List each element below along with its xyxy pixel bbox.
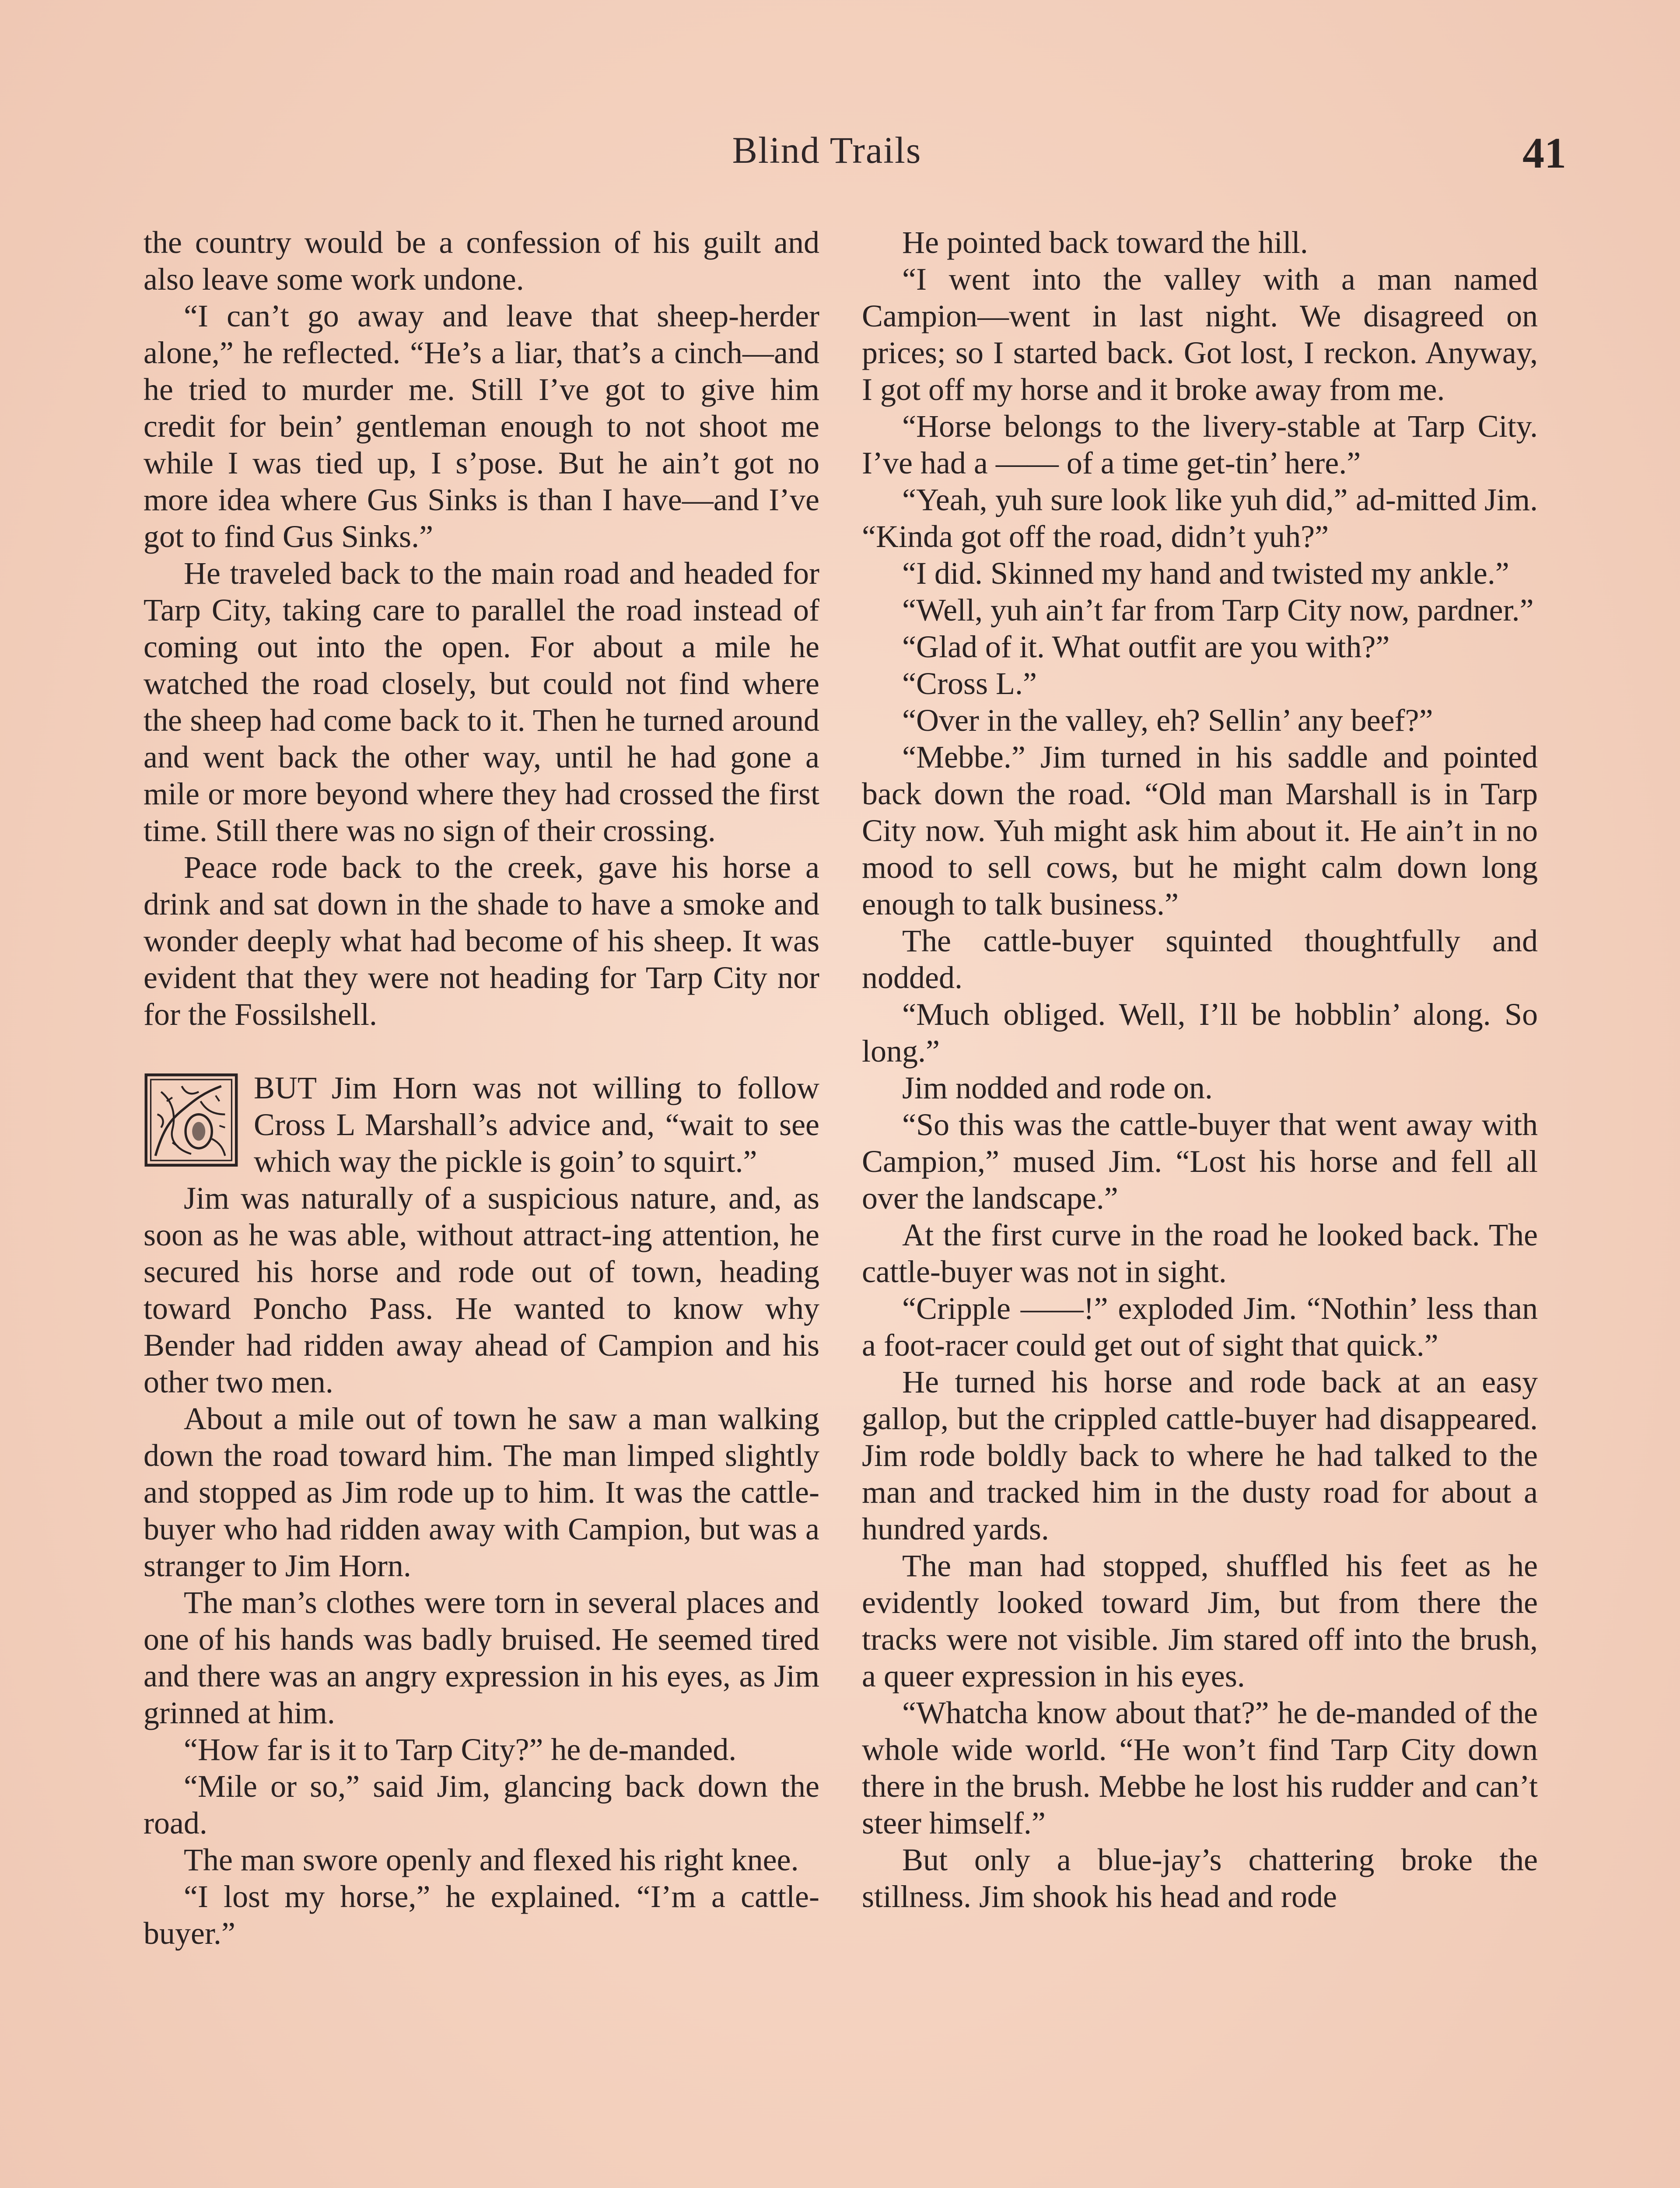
paragraph: “Over in the valley, eh? Sellin’ any beef?” <box>902 703 1433 738</box>
paragraph: “Yeah, yuh sure look like yuh did,” ad-mitted Jim. “Kinda got off the road, didn’t yuh?” <box>862 482 1538 554</box>
paragraph: “How far is it to Tarp City?” he de-manded. <box>184 1732 737 1767</box>
paragraph: “Mebbe.” Jim turned in his saddle and pointed back down the road. “Old man Marshall is in Tarp City now. Yuh might ask him about it. He ain’t in no mood to sell cows, but he might calm down long enough to talk business.” <box>862 740 1538 922</box>
paragraph: “Whatcha know about that?” he de-manded of the whole wide world. “He won’t find Tarp City down there in the brush. Mebbe he lost his rudder and can’t steer himself.” <box>862 1695 1538 1841</box>
paragraph: “Well, yuh ain’t far from Tarp City now, pardner.” <box>902 593 1534 628</box>
paragraph: Jim nodded and rode on. <box>902 1070 1213 1105</box>
paragraph: He turned his horse and rode back at an easy gallop, but the crippled cattle-buyer had disappeared. Jim rode boldly back to where he had talked to the man and tracked him in the dusty road for about a hundred yards. <box>862 1364 1538 1546</box>
paragraph: Peace rode back to the creek, gave his horse a drink and sat down in the shade to have a smoke and wonder deeply what had become of his sheep. It was evident that they were not heading for Tarp City nor for the Fossilshell. <box>144 850 819 1032</box>
paragraph: Jim was naturally of a suspicious nature, and, as soon as he was able, without attract-ing attention, he secured his horse and rode out of town, heading toward Poncho Pass. He wanted to know why Bender had ridden away ahead of Campion and his other two men. <box>144 1181 819 1399</box>
paragraph: At the first curve in the road he looked back. The cattle-buyer was not in sight. <box>862 1217 1538 1289</box>
left-column <box>144 224 819 1952</box>
paragraph: But only a blue-jay’s chattering broke the stillness. Jim shook his head and rode <box>862 1842 1538 1914</box>
paragraph: “Cross L.” <box>902 666 1037 701</box>
paragraph: He traveled back to the main road and headed for Tarp City, taking care to parallel the road instead of coming out into the open. For about a mile he watched the road closely, but could not find where the sheep had come back to it. Then he turned around and went back the other way, until he had gone a mile or more beyond where they had crossed the first time. Still there was no sign of their crossing. <box>144 556 819 848</box>
page-number: 41 <box>1522 129 1566 177</box>
paragraph-text: BUT Jim Horn was not willing to follow Cross L Marshall’s advice and, “wait to see which way the pickle is goin’ to squirt.” <box>254 1070 819 1179</box>
paragraph: “Much obliged. Well, I’ll be hobblin’ along. So long.” <box>862 997 1538 1069</box>
right-column <box>862 224 1538 1915</box>
paragraph: “Glad of it. What outfit are you with?” <box>902 629 1390 664</box>
paragraph: “I did. Skinned my hand and twisted my ankle.” <box>902 556 1509 591</box>
running-title: Blind Trails <box>732 129 922 171</box>
paragraph: The man swore openly and flexed his right knee. <box>184 1842 799 1877</box>
paragraph: “I went into the valley with a man named Campion—went in last night. We disagreed on prices; so I started back. Got lost, I reckon. Anyway, I got off my horse and it broke away from me. <box>862 262 1538 407</box>
paragraph: He pointed back toward the hill. <box>902 225 1308 260</box>
section-opening-paragraph <box>144 1069 819 1180</box>
paragraph: “Cripple ——!” exploded Jim. “Nothin’ less than a foot-racer could get out of sight that quick.” <box>862 1291 1538 1363</box>
paragraph: The man had stopped, shuffled his feet as he evidently looked toward Jim, but from there the tracks were not visible. Jim stared off into the brush, a queer expression in his eyes. <box>862 1548 1538 1694</box>
paragraph: The cattle-buyer squinted thoughtfully and nodded. <box>862 923 1538 995</box>
paragraph: “Horse belongs to the livery-stable at Tarp City. I’ve had a —— of a time get-tin’ here.” <box>862 409 1538 480</box>
ornamental-drop-cap-b-icon <box>144 1073 239 1167</box>
paragraph: “Mile or so,” said Jim, glancing back down the road. <box>144 1769 819 1841</box>
paragraph: About a mile out of town he saw a man walking down the road toward him. The man limped slightly and stopped as Jim rode up to him. It was the cattle-buyer who had ridden away with Campion, but was a stranger to Jim Horn. <box>144 1401 819 1583</box>
paragraph: The man’s clothes were torn in several places and one of his hands was badly bruised. He seemed tired and there was an angry expression in his eyes, as Jim grinned at him. <box>144 1585 819 1730</box>
paragraph: “I lost my horse,” he explained. “I’m a cattle-buyer.” <box>144 1879 819 1951</box>
paragraph: “I can’t go away and leave that sheep-herder alone,” he reflected. “He’s a liar, that’s a cinch—and he tried to murder me. Still I’ve got to give him credit for bein’ gentleman enough to not shoot me while I was tied up, I s’pose. But he ain’t got no more idea where Gus Sinks is than I have—and I’ve got to find Gus Sinks.” <box>144 298 819 554</box>
paragraph: “So this was the cattle-buyer that went away with Campion,” mused Jim. “Lost his horse and fell all over the landscape.” <box>862 1107 1538 1216</box>
paragraph: the country would be a confession of his guilt and also leave some work undone. <box>144 225 819 297</box>
